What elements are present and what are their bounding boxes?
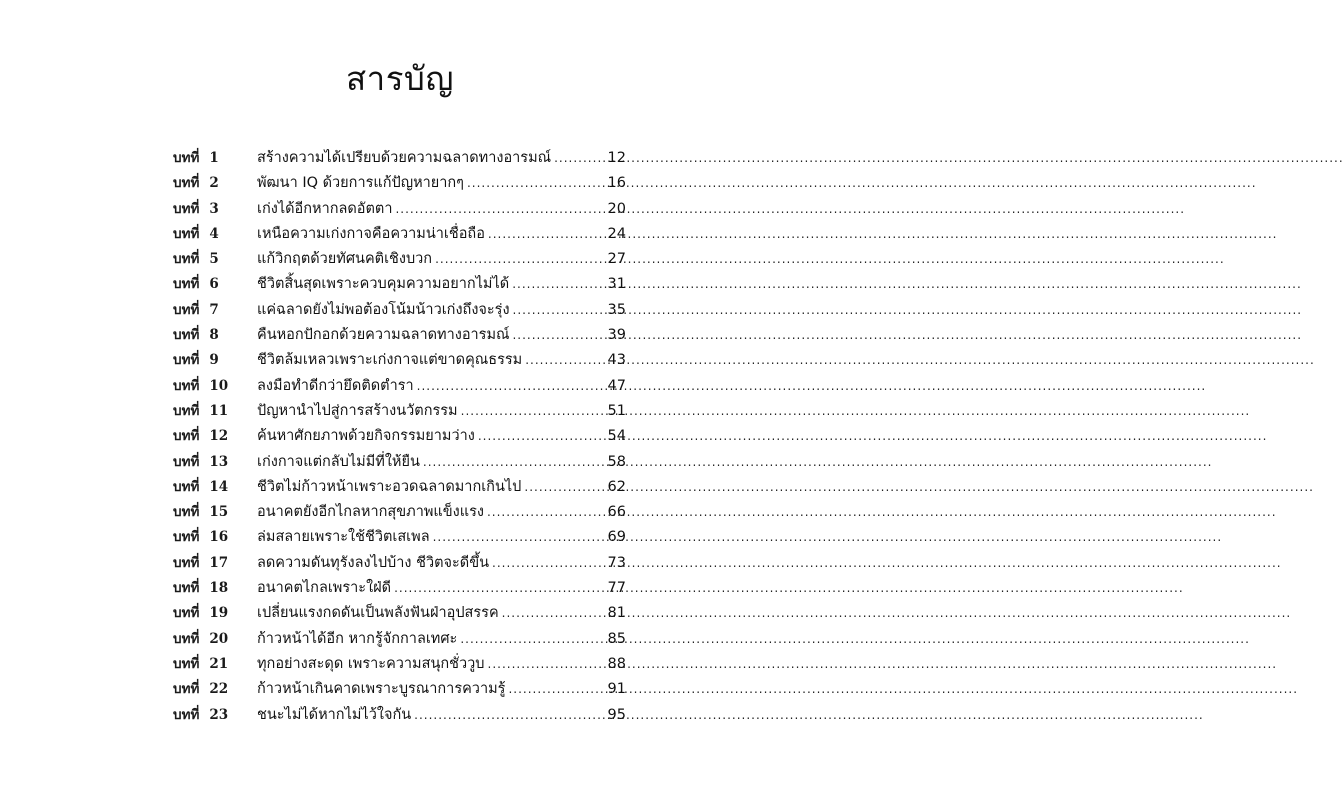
chapter-label	[173, 652, 257, 677]
chapter-word: บทที่	[173, 504, 200, 521]
page-number: 39	[607, 327, 626, 344]
chapter-label	[173, 374, 257, 399]
chapter-number: 16	[209, 529, 229, 546]
toc-entry	[173, 500, 626, 525]
chapter-label	[173, 525, 257, 550]
chapter-title: เก่งกาจแต่กลับไม่มีที่ให้ยืน	[257, 453, 420, 470]
chapter-word: บทที่	[173, 200, 200, 217]
chapter-word: บทที่	[173, 327, 200, 344]
chapter-title: ก้าวหน้าได้อีก หากรู้จักกาลเทศะ	[257, 630, 458, 647]
page-number: 27	[607, 251, 626, 268]
page-number: 81	[607, 605, 626, 622]
chapter-number: 20	[209, 630, 229, 647]
chapter-word: บทที่	[173, 630, 200, 647]
chapter-label	[173, 703, 257, 728]
chapter-number: 11	[209, 402, 229, 419]
chapter-label	[173, 171, 257, 196]
dot-leader	[512, 272, 604, 297]
chapter-number: 4	[209, 225, 219, 242]
dot-leader	[433, 525, 605, 550]
toc-entry	[173, 677, 626, 702]
dot-leader	[554, 146, 604, 171]
chapter-word: บทที่	[173, 453, 200, 470]
chapter-number: 17	[209, 554, 229, 571]
toc-entry	[173, 171, 626, 196]
chapter-title: ชนะไม่ได้หากไม่ไว้ใจกัน	[257, 706, 412, 723]
chapter-number: 19	[209, 605, 229, 622]
chapter-word: บทที่	[173, 655, 200, 672]
chapter-word: บทที่	[173, 251, 200, 268]
toc-entry	[173, 424, 626, 449]
chapter-word: บทที่	[173, 150, 200, 166]
page-number: 51	[607, 402, 626, 419]
toc-entry	[173, 475, 626, 500]
chapter-number: 8	[209, 327, 219, 344]
chapter-number: 12	[209, 428, 229, 445]
chapter-word: บทที่	[173, 352, 200, 369]
chapter-number: 5	[209, 251, 219, 268]
chapter-title: พัฒนา IQ ด้วยการแก้ปัญหายากๆ	[257, 175, 464, 192]
dot-leader	[417, 374, 605, 399]
toc-entry	[173, 576, 626, 601]
page-number: 16	[607, 175, 626, 192]
page-number: 20	[607, 200, 626, 217]
chapter-word: บทที่	[173, 428, 200, 445]
dot-leader	[395, 197, 604, 222]
chapter-label	[173, 576, 257, 601]
chapter-title: คืนหอกปักอกด้วยความฉลาดทางอารมณ์	[257, 327, 510, 344]
chapter-title: อนาคตยังอีกไกลหากสุขภาพแข็งแรง	[257, 504, 484, 521]
page-number: 69	[607, 529, 626, 546]
chapter-title: อนาคตไกลเพราะใฝ่ดี	[257, 580, 392, 597]
table-of-contents	[173, 146, 626, 728]
page-number: 43	[607, 352, 626, 369]
dot-leader	[513, 298, 605, 323]
chapter-number: 14	[209, 478, 229, 495]
toc-entry	[173, 525, 626, 550]
chapter-word: บทที่	[173, 301, 200, 318]
dot-leader	[508, 677, 604, 702]
chapter-label	[173, 500, 257, 525]
toc-entry	[173, 551, 626, 576]
chapter-word: บทที่	[173, 605, 200, 622]
toc-entry	[173, 222, 626, 247]
chapter-label	[173, 146, 257, 171]
page-number: 47	[607, 377, 626, 394]
dot-leader	[423, 450, 605, 475]
dot-leader	[414, 703, 604, 728]
page-number: 85	[607, 630, 626, 647]
page-number: 95	[607, 706, 626, 723]
toc-entry	[173, 627, 626, 652]
toc-entry	[173, 601, 626, 626]
page-number: 58	[607, 453, 626, 470]
chapter-title: ล่มสลายเพราะใช้ชีวิตเสเพล	[257, 529, 430, 546]
dot-leader	[525, 348, 604, 373]
chapter-title: เหนือความเก่งกาจคือความน่าเชื่อถือ	[257, 225, 485, 242]
chapter-word: บทที่	[173, 276, 200, 293]
toc-entry	[173, 450, 626, 475]
chapter-title: ลงมือทำดีกว่ายึดติดตำรา	[257, 377, 414, 394]
chapter-number: 6	[209, 276, 219, 293]
chapter-title: ชีวิตสิ้นสุดเพราะควบคุมความอยากไม่ได้	[257, 276, 510, 293]
dot-leader	[478, 424, 605, 449]
chapter-label	[173, 475, 257, 500]
chapter-number: 1	[209, 150, 219, 166]
chapter-title: เปลี่ยนแรงกดดันเป็นพลังฟันฝ่าอุปสรรค	[257, 605, 499, 622]
page-number: 35	[607, 301, 626, 318]
page-number: 12	[607, 150, 626, 166]
dot-leader	[487, 500, 605, 525]
chapter-title: แก้วิกฤตด้วยทัศนคติเชิงบวก	[257, 251, 433, 268]
page-number: 66	[607, 504, 626, 521]
chapter-label	[173, 222, 257, 247]
toc-entry	[173, 146, 626, 171]
chapter-number: 10	[209, 377, 229, 394]
dot-leader	[460, 627, 604, 652]
toc-entry	[173, 197, 626, 222]
chapter-number: 15	[209, 504, 229, 521]
chapter-word: บทที่	[173, 529, 200, 546]
chapter-number: 23	[209, 706, 229, 723]
page-number: 77	[607, 580, 626, 597]
toc-entry	[173, 323, 626, 348]
chapter-title: สร้างความได้เปรียบด้วยความฉลาดทางอารมณ์	[257, 150, 552, 166]
chapter-title: ก้าวหน้าเกินคาดเพราะบูรณาการความรู้	[257, 681, 506, 698]
chapter-number: 13	[209, 453, 229, 470]
chapter-number: 22	[209, 681, 229, 698]
chapter-label	[173, 627, 257, 652]
chapter-title: ชีวิตไม่ก้าวหน้าเพราะอวดฉลาดมากเกินไป	[257, 478, 522, 495]
dot-leader	[492, 551, 605, 576]
chapter-title: ทุกอย่างสะดุด เพราะความสนุกชั่ววูบ	[257, 655, 485, 672]
dot-leader	[488, 222, 605, 247]
chapter-word: บทที่	[173, 580, 200, 597]
dot-leader	[512, 323, 604, 348]
toc-entry	[173, 703, 626, 728]
page-number: 31	[607, 276, 626, 293]
chapter-title: แค่ฉลาดยังไม่พอต้องโน้มน้าวเก่งถึงจะรุ่ง	[257, 301, 510, 318]
page-number: 24	[607, 225, 626, 242]
page-number: 54	[607, 428, 626, 445]
chapter-label	[173, 601, 257, 626]
chapter-label	[173, 551, 257, 576]
dot-leader	[502, 601, 605, 626]
dot-leader	[524, 475, 604, 500]
chapter-word: บทที่	[173, 554, 200, 571]
toc-entry	[173, 348, 626, 373]
chapter-title: ชีวิตล้มเหลวเพราะเก่งกาจแต่ขาดคุณธรรม	[257, 352, 523, 369]
chapter-label	[173, 298, 257, 323]
toc-entry	[173, 399, 626, 424]
toc-entry	[173, 247, 626, 272]
chapter-word: บทที่	[173, 706, 200, 723]
chapter-label	[173, 348, 257, 373]
chapter-word: บทที่	[173, 377, 200, 394]
page-number: 88	[607, 655, 626, 672]
chapter-label	[173, 399, 257, 424]
dot-leader	[435, 247, 604, 272]
chapter-number: 18	[209, 580, 229, 597]
chapter-number: 7	[209, 301, 219, 318]
toc-entry	[173, 272, 626, 297]
chapter-label	[173, 272, 257, 297]
chapter-title: ปัญหานำไปสู่การสร้างนวัตกรรม	[257, 402, 458, 419]
chapter-number: 3	[209, 200, 219, 217]
chapter-label	[173, 323, 257, 348]
page-number: 62	[607, 478, 626, 495]
dot-leader	[467, 171, 605, 196]
toc-entry	[173, 652, 626, 677]
page-title: สารบัญ	[346, 59, 454, 98]
chapter-label	[173, 677, 257, 702]
chapter-word: บทที่	[173, 681, 200, 698]
page-number: 73	[607, 554, 626, 571]
chapter-title: ค้นหาศักยภาพด้วยกิจกรรมยามว่าง	[257, 428, 475, 445]
chapter-word: บทที่	[173, 402, 200, 419]
page-number: 91	[607, 681, 626, 698]
chapter-number: 21	[209, 655, 229, 672]
chapter-word: บทที่	[173, 225, 200, 242]
chapter-label	[173, 197, 257, 222]
chapter-number: 2	[209, 175, 219, 192]
chapter-label	[173, 450, 257, 475]
chapter-word: บทที่	[173, 175, 200, 192]
chapter-number: 9	[209, 352, 219, 369]
dot-leader	[461, 399, 605, 424]
dot-leader	[488, 652, 605, 677]
chapter-title: ลดความดันทุรังลงไปบ้าง ชีวิตจะดีขึ้น	[257, 554, 490, 571]
toc-entry	[173, 374, 626, 399]
chapter-label	[173, 247, 257, 272]
chapter-title: เก่งได้อีกหากลดอัตตา	[257, 200, 393, 217]
dot-leader	[394, 576, 604, 601]
toc-entry	[173, 298, 626, 323]
chapter-label	[173, 424, 257, 449]
chapter-word: บทที่	[173, 478, 200, 495]
